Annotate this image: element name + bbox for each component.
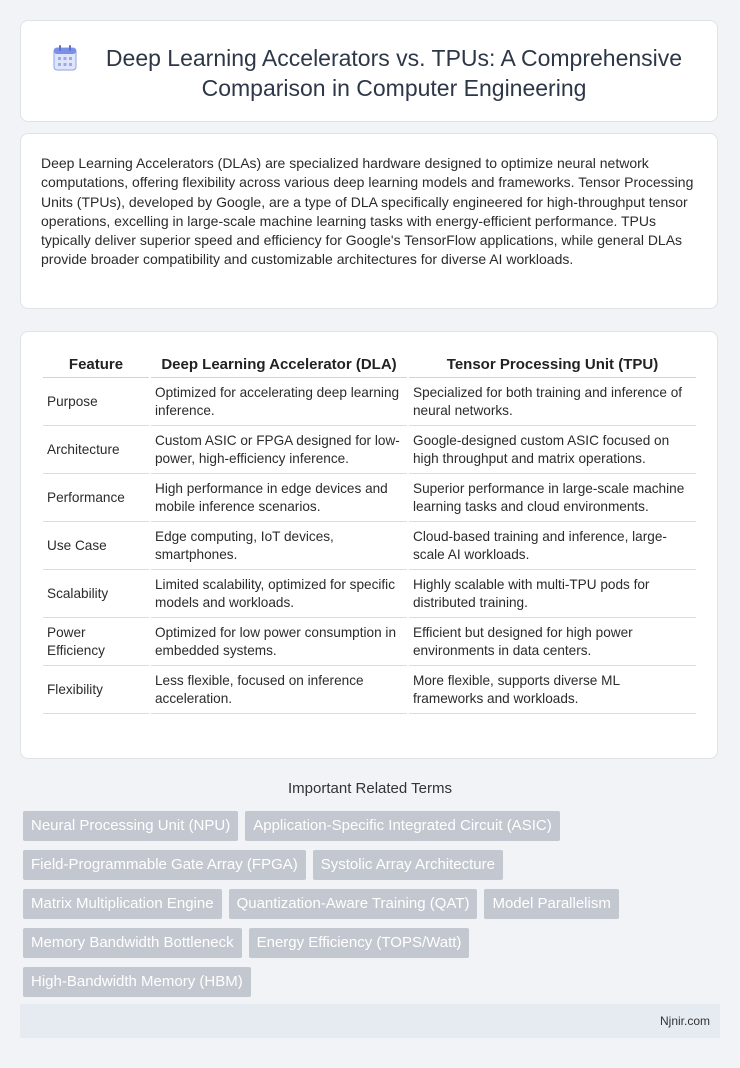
related-term-tag[interactable]: Application-Specific Integrated Circuit (ASIC) (245, 811, 559, 841)
related-term-tag[interactable]: Energy Efficiency (TOPS/Watt) (249, 928, 470, 958)
dla-cell: Less flexible, focused on inference acceleration. (151, 666, 407, 714)
comparison-table (41, 352, 698, 714)
feature-cell: Use Case (43, 522, 149, 570)
dla-cell: Optimized for low power consumption in embedded systems. (151, 618, 407, 666)
dla-cell: Custom ASIC or FPGA designed for low-power, high-efficiency inference. (151, 426, 407, 474)
feature-cell: Architecture (43, 426, 149, 474)
table-row (43, 570, 696, 618)
header-dla: Deep Learning Accelerator (DLA) (151, 352, 407, 378)
related-term-tag[interactable]: Neural Processing Unit (NPU) (23, 811, 238, 841)
tpu-cell: Highly scalable with multi-TPU pods for distributed training. (409, 570, 696, 618)
title-card (20, 20, 718, 122)
page-title-line2: Comparison in Computer Engineering (201, 75, 587, 101)
feature-cell: Flexibility (43, 666, 149, 714)
related-term-tag[interactable]: High-Bandwidth Memory (HBM) (23, 967, 251, 997)
page-title-line1: Deep Learning Accelerators vs. TPUs: A Comprehensive (105, 45, 683, 71)
related-term-tag[interactable]: Model Parallelism (484, 889, 618, 919)
table-row (43, 522, 696, 570)
header-tpu: Tensor Processing Unit (TPU) (409, 352, 696, 378)
page-title (91, 43, 697, 103)
comparison-card (20, 331, 718, 759)
feature-cell: Purpose (43, 378, 149, 426)
footer-bar (20, 1004, 720, 1038)
table-row (43, 378, 696, 426)
table-row (43, 618, 696, 666)
related-term-tag[interactable]: Field-Programmable Gate Array (FPGA) (23, 850, 306, 880)
dla-cell: Optimized for accelerating deep learning inference. (151, 378, 407, 426)
intro-paragraph: Deep Learning Accelerators (DLAs) are specialized hardware designed to optimize neural network computations, offering flexibility across various deep learning models and frameworks. Tensor Processing Units (TPUs), developed by Google, are a type of DLA specifically engineered for high-throughput tensor operations, excelling in large-scale machine learning tasks with energy-efficient performance. TPUs typically deliver superior speed and efficiency for Google's TensorFlow applications, while general DLAs provide broader compatibility and customizable architectures for diverse AI workloads. (41, 155, 694, 268)
feature-cell: Performance (43, 474, 149, 522)
related-term-tag[interactable]: Quantization-Aware Training (QAT) (229, 889, 478, 919)
related-term-tag[interactable]: Memory Bandwidth Bottleneck (23, 928, 242, 958)
tpu-cell: Specialized for both training and inference of neural networks. (409, 378, 696, 426)
dla-cell: Limited scalability, optimized for specific models and workloads. (151, 570, 407, 618)
table-row (43, 474, 696, 522)
related-term-tag[interactable]: Matrix Multiplication Engine (23, 889, 222, 919)
related-term-tag[interactable]: Systolic Array Architecture (313, 850, 503, 880)
feature-cell: Power Efficiency (43, 618, 149, 666)
feature-cell: Scalability (43, 570, 149, 618)
header-feature: Feature (43, 352, 149, 378)
tpu-cell: Cloud-based training and inference, large-scale AI workloads. (409, 522, 696, 570)
table-row (43, 426, 696, 474)
table-header-row (43, 352, 696, 378)
calendar-grid-icon (53, 45, 77, 71)
dla-cell: High performance in edge devices and mobile inference scenarios. (151, 474, 407, 522)
table-row (43, 666, 696, 714)
intro-card (20, 133, 718, 309)
dla-cell: Edge computing, IoT devices, smartphones. (151, 522, 407, 570)
tpu-cell: Superior performance in large-scale machine learning tasks and cloud environments. (409, 474, 696, 522)
tpu-cell: Efficient but designed for high power environments in data centers. (409, 618, 696, 666)
related-terms-heading: Important Related Terms (288, 780, 452, 797)
footer-site-link[interactable]: Njnir.com (659, 1014, 710, 1028)
tpu-cell: Google-designed custom ASIC focused on high throughput and matrix operations. (409, 426, 696, 474)
tpu-cell: More flexible, supports diverse ML frameworks and workloads. (409, 666, 696, 714)
related-terms-list (23, 811, 703, 997)
